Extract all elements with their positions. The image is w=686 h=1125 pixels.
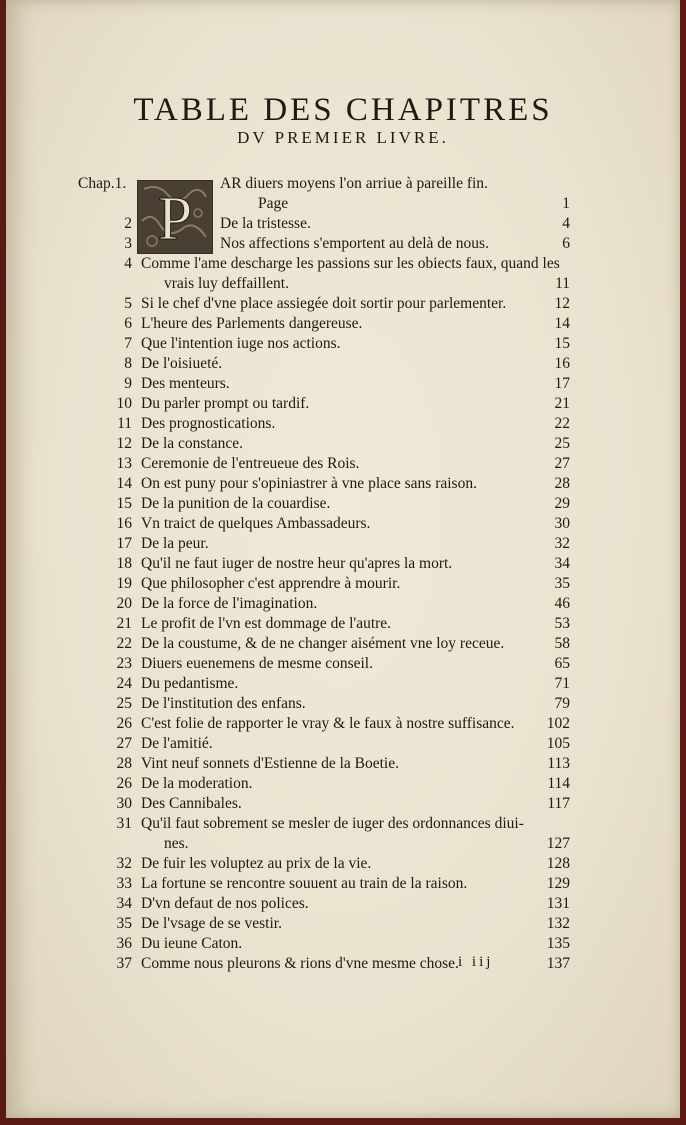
chapter-title: Des menteurs. xyxy=(141,375,230,392)
page-number: 12 xyxy=(554,295,570,312)
toc-row xyxy=(6,354,680,374)
chapter-number: 14 xyxy=(116,475,132,492)
toc-row xyxy=(6,694,680,714)
toc-row xyxy=(6,754,680,774)
chapter-title: De l'oisiueté. xyxy=(141,355,223,372)
toc-row xyxy=(6,674,680,694)
page-title: TABLE DES CHAPITRES xyxy=(133,92,553,128)
toc-row xyxy=(6,914,680,934)
chapter-title: De la punition de la couardise. xyxy=(141,495,331,512)
book-page xyxy=(6,0,680,1118)
toc-row xyxy=(6,274,680,294)
chapter-number: 35 xyxy=(116,915,132,932)
chapter-title: Comme nous pleurons & rions d'vne mesme chose. xyxy=(141,955,459,972)
page-number: 35 xyxy=(554,575,570,592)
chapter-number: 17 xyxy=(116,535,132,552)
page-number: 105 xyxy=(546,735,570,752)
chapter-title: De l'vsage de se vestir. xyxy=(141,915,282,932)
toc-row xyxy=(6,534,680,554)
chapter-title: La fortune se rencontre souuent au train de la raison. xyxy=(141,875,468,892)
chapter-title: Qu'il faut sobrement se mesler de iuger des ordonnances diui- xyxy=(141,815,524,832)
chapter-title: Du parler prompt ou tardif. xyxy=(141,395,310,412)
chapter-number: 3 xyxy=(124,235,132,252)
chapter-number: 11 xyxy=(117,415,132,432)
toc-row xyxy=(6,654,680,674)
chapter-title: Du pedantisme. xyxy=(141,675,239,692)
chapter-title: De l'amitié. xyxy=(141,735,213,752)
chapter-number: 21 xyxy=(116,615,132,632)
page-number: 32 xyxy=(554,535,570,552)
toc-row xyxy=(6,834,680,854)
chapter-number: 20 xyxy=(116,595,132,612)
page-number: 11 xyxy=(555,275,570,292)
chapter-number: 33 xyxy=(116,875,132,892)
chapter-title: Des prognostications. xyxy=(141,415,276,432)
page-subtitle: DV PREMIER LIVRE. xyxy=(237,128,449,147)
chapter-number: 25 xyxy=(116,695,132,712)
chapter-number: 6 xyxy=(124,315,132,332)
dropcap-letter: P xyxy=(157,185,193,253)
toc-row xyxy=(6,314,680,334)
toc-row xyxy=(6,214,680,234)
chapter-number: 36 xyxy=(116,935,132,952)
toc-row xyxy=(6,334,680,354)
page-number: 117 xyxy=(547,795,570,812)
chapter-number: 26 xyxy=(116,775,132,792)
chapter-number: 7 xyxy=(124,335,132,352)
toc-row xyxy=(6,614,680,634)
toc-row xyxy=(6,174,680,194)
toc-row xyxy=(6,294,680,314)
chapter-number: 5 xyxy=(124,295,132,312)
page-number: 132 xyxy=(546,915,570,932)
page-number: 131 xyxy=(546,895,570,912)
chapter-number: 28 xyxy=(116,755,132,772)
chapter-title: C'est folie de rapporter le vray & le faux à nostre suffisance. xyxy=(141,715,515,732)
page-number: 46 xyxy=(554,595,570,612)
page-number: 53 xyxy=(554,615,570,632)
toc-row xyxy=(6,374,680,394)
chapter-title: Page xyxy=(258,195,289,212)
chapter-number: 12 xyxy=(116,435,132,452)
toc-row xyxy=(6,954,680,974)
toc-row xyxy=(6,734,680,754)
toc-row xyxy=(6,854,680,874)
chapter-number: 24 xyxy=(116,675,132,692)
toc-row xyxy=(6,454,680,474)
chapter-title: On est puny pour s'opiniastrer à vne place sans raison. xyxy=(141,475,477,492)
chapter-number: 34 xyxy=(116,895,132,912)
toc-row xyxy=(6,934,680,954)
chapter-title: Des Cannibales. xyxy=(141,795,242,812)
chapter-title: Vn traict de quelques Ambassadeurs. xyxy=(141,515,371,532)
toc-row xyxy=(6,474,680,494)
page-number: 34 xyxy=(554,555,570,572)
page-number: 127 xyxy=(546,835,570,852)
page-number: 135 xyxy=(546,935,570,952)
page-number: 17 xyxy=(554,375,570,392)
chapter-title: Vint neuf sonnets d'Estienne de la Boetie. xyxy=(141,755,399,772)
chapter-title: Ceremonie de l'entreueue des Rois. xyxy=(141,455,360,472)
chapter-title: Le profit de l'vn est dommage de l'autre. xyxy=(141,615,392,632)
chapter-number: 30 xyxy=(116,795,132,812)
chapter-label: Chap.1. xyxy=(78,175,127,192)
chapter-title: L'heure des Parlements dangereuse. xyxy=(141,315,363,332)
chapter-number: 8 xyxy=(124,355,132,372)
chapter-title: De la peur. xyxy=(141,535,209,552)
chapter-title: Diuers euenemens de mesme conseil. xyxy=(141,655,373,672)
page-number: 27 xyxy=(554,455,570,472)
chapter-title: Que philosopher c'est apprendre à mourir. xyxy=(141,575,401,592)
page-number: 14 xyxy=(554,315,570,332)
chapter-number: 16 xyxy=(116,515,132,532)
chapter-title: Si le chef d'vne place assiegée doit sortir pour parlementer. xyxy=(141,295,507,312)
chapter-title: nes. xyxy=(164,835,189,852)
chapter-title: De fuir les voluptez au prix de la vie. xyxy=(141,855,372,872)
page-number: 65 xyxy=(554,655,570,672)
toc-row xyxy=(6,874,680,894)
chapter-number: 23 xyxy=(116,655,132,672)
chapter-title: De la tristesse. xyxy=(220,215,311,232)
toc-row xyxy=(6,714,680,734)
chapter-title: Comme l'ame descharge les passions sur les obiects faux, quand les xyxy=(141,255,560,272)
chapter-title: De la moderation. xyxy=(141,775,253,792)
toc-row xyxy=(6,254,680,274)
chapter-number: 32 xyxy=(116,855,132,872)
page-number: 28 xyxy=(554,475,570,492)
chapter-number: 18 xyxy=(116,555,132,572)
toc-row xyxy=(6,234,680,254)
chapter-number: 4 xyxy=(124,255,132,272)
chapter-number: 19 xyxy=(116,575,132,592)
chapter-title: Nos affections s'emportent au delà de nous. xyxy=(220,235,489,252)
toc-row xyxy=(6,394,680,414)
page-number: 4 xyxy=(562,215,570,232)
chapter-title: De la coustume, & de ne changer aisément vne loy receue. xyxy=(141,635,505,652)
page-number: 128 xyxy=(546,855,570,872)
page-number: 114 xyxy=(547,775,570,792)
chapter-title: Qu'il ne faut iuger de nostre heur qu'apres la mort. xyxy=(141,555,453,572)
page-number: 6 xyxy=(562,235,570,252)
page-number: 25 xyxy=(554,435,570,452)
page-number: 21 xyxy=(554,395,570,412)
toc-row xyxy=(6,514,680,534)
chapter-number: 27 xyxy=(116,735,132,752)
toc-row xyxy=(6,794,680,814)
page-number: 129 xyxy=(546,875,570,892)
chapter-number: 26 xyxy=(116,715,132,732)
chapter-number: 31 xyxy=(116,815,132,832)
page-number: 22 xyxy=(554,415,570,432)
page-number: 29 xyxy=(554,495,570,512)
toc-row xyxy=(6,814,680,834)
page-number: 30 xyxy=(554,515,570,532)
toc-row xyxy=(6,594,680,614)
toc-row xyxy=(6,574,680,594)
chapter-title: vrais luy deffaillent. xyxy=(164,275,289,292)
page-number: 79 xyxy=(554,695,570,712)
chapter-title: Que l'intention iuge nos actions. xyxy=(141,335,341,352)
page-number: 15 xyxy=(554,335,570,352)
toc-row xyxy=(6,414,680,434)
page-number: 58 xyxy=(554,635,570,652)
page-number: 102 xyxy=(546,715,570,732)
toc-row xyxy=(6,634,680,654)
page-number: 71 xyxy=(554,675,570,692)
page-number: 113 xyxy=(547,755,570,772)
page-number: 1 xyxy=(562,195,570,212)
toc-row xyxy=(6,554,680,574)
chapter-title: De la constance. xyxy=(141,435,243,452)
toc-row xyxy=(6,494,680,514)
chapter-number: 15 xyxy=(116,495,132,512)
chapter-title: D'vn defaut de nos polices. xyxy=(141,895,309,912)
chapter-title: AR diuers moyens l'on arriue à pareille fin. xyxy=(220,175,488,192)
chapter-number: 22 xyxy=(116,635,132,652)
chapter-title: De l'institution des enfans. xyxy=(141,695,306,712)
page-number: 16 xyxy=(554,355,570,372)
chapter-title: Du ieune Caton. xyxy=(141,935,243,952)
chapter-title: De la force de l'imagination. xyxy=(141,595,318,612)
signature-mark: i iij xyxy=(458,954,494,970)
page-number: 137 xyxy=(546,955,570,972)
toc-row xyxy=(6,774,680,794)
toc-row xyxy=(6,434,680,454)
chapter-number: 37 xyxy=(116,955,132,972)
chapter-number: 10 xyxy=(116,395,132,412)
chapter-number: 9 xyxy=(124,375,132,392)
toc-row xyxy=(6,894,680,914)
chapter-number: 13 xyxy=(116,455,132,472)
chapter-number: 2 xyxy=(124,215,132,232)
toc-row xyxy=(6,194,680,214)
